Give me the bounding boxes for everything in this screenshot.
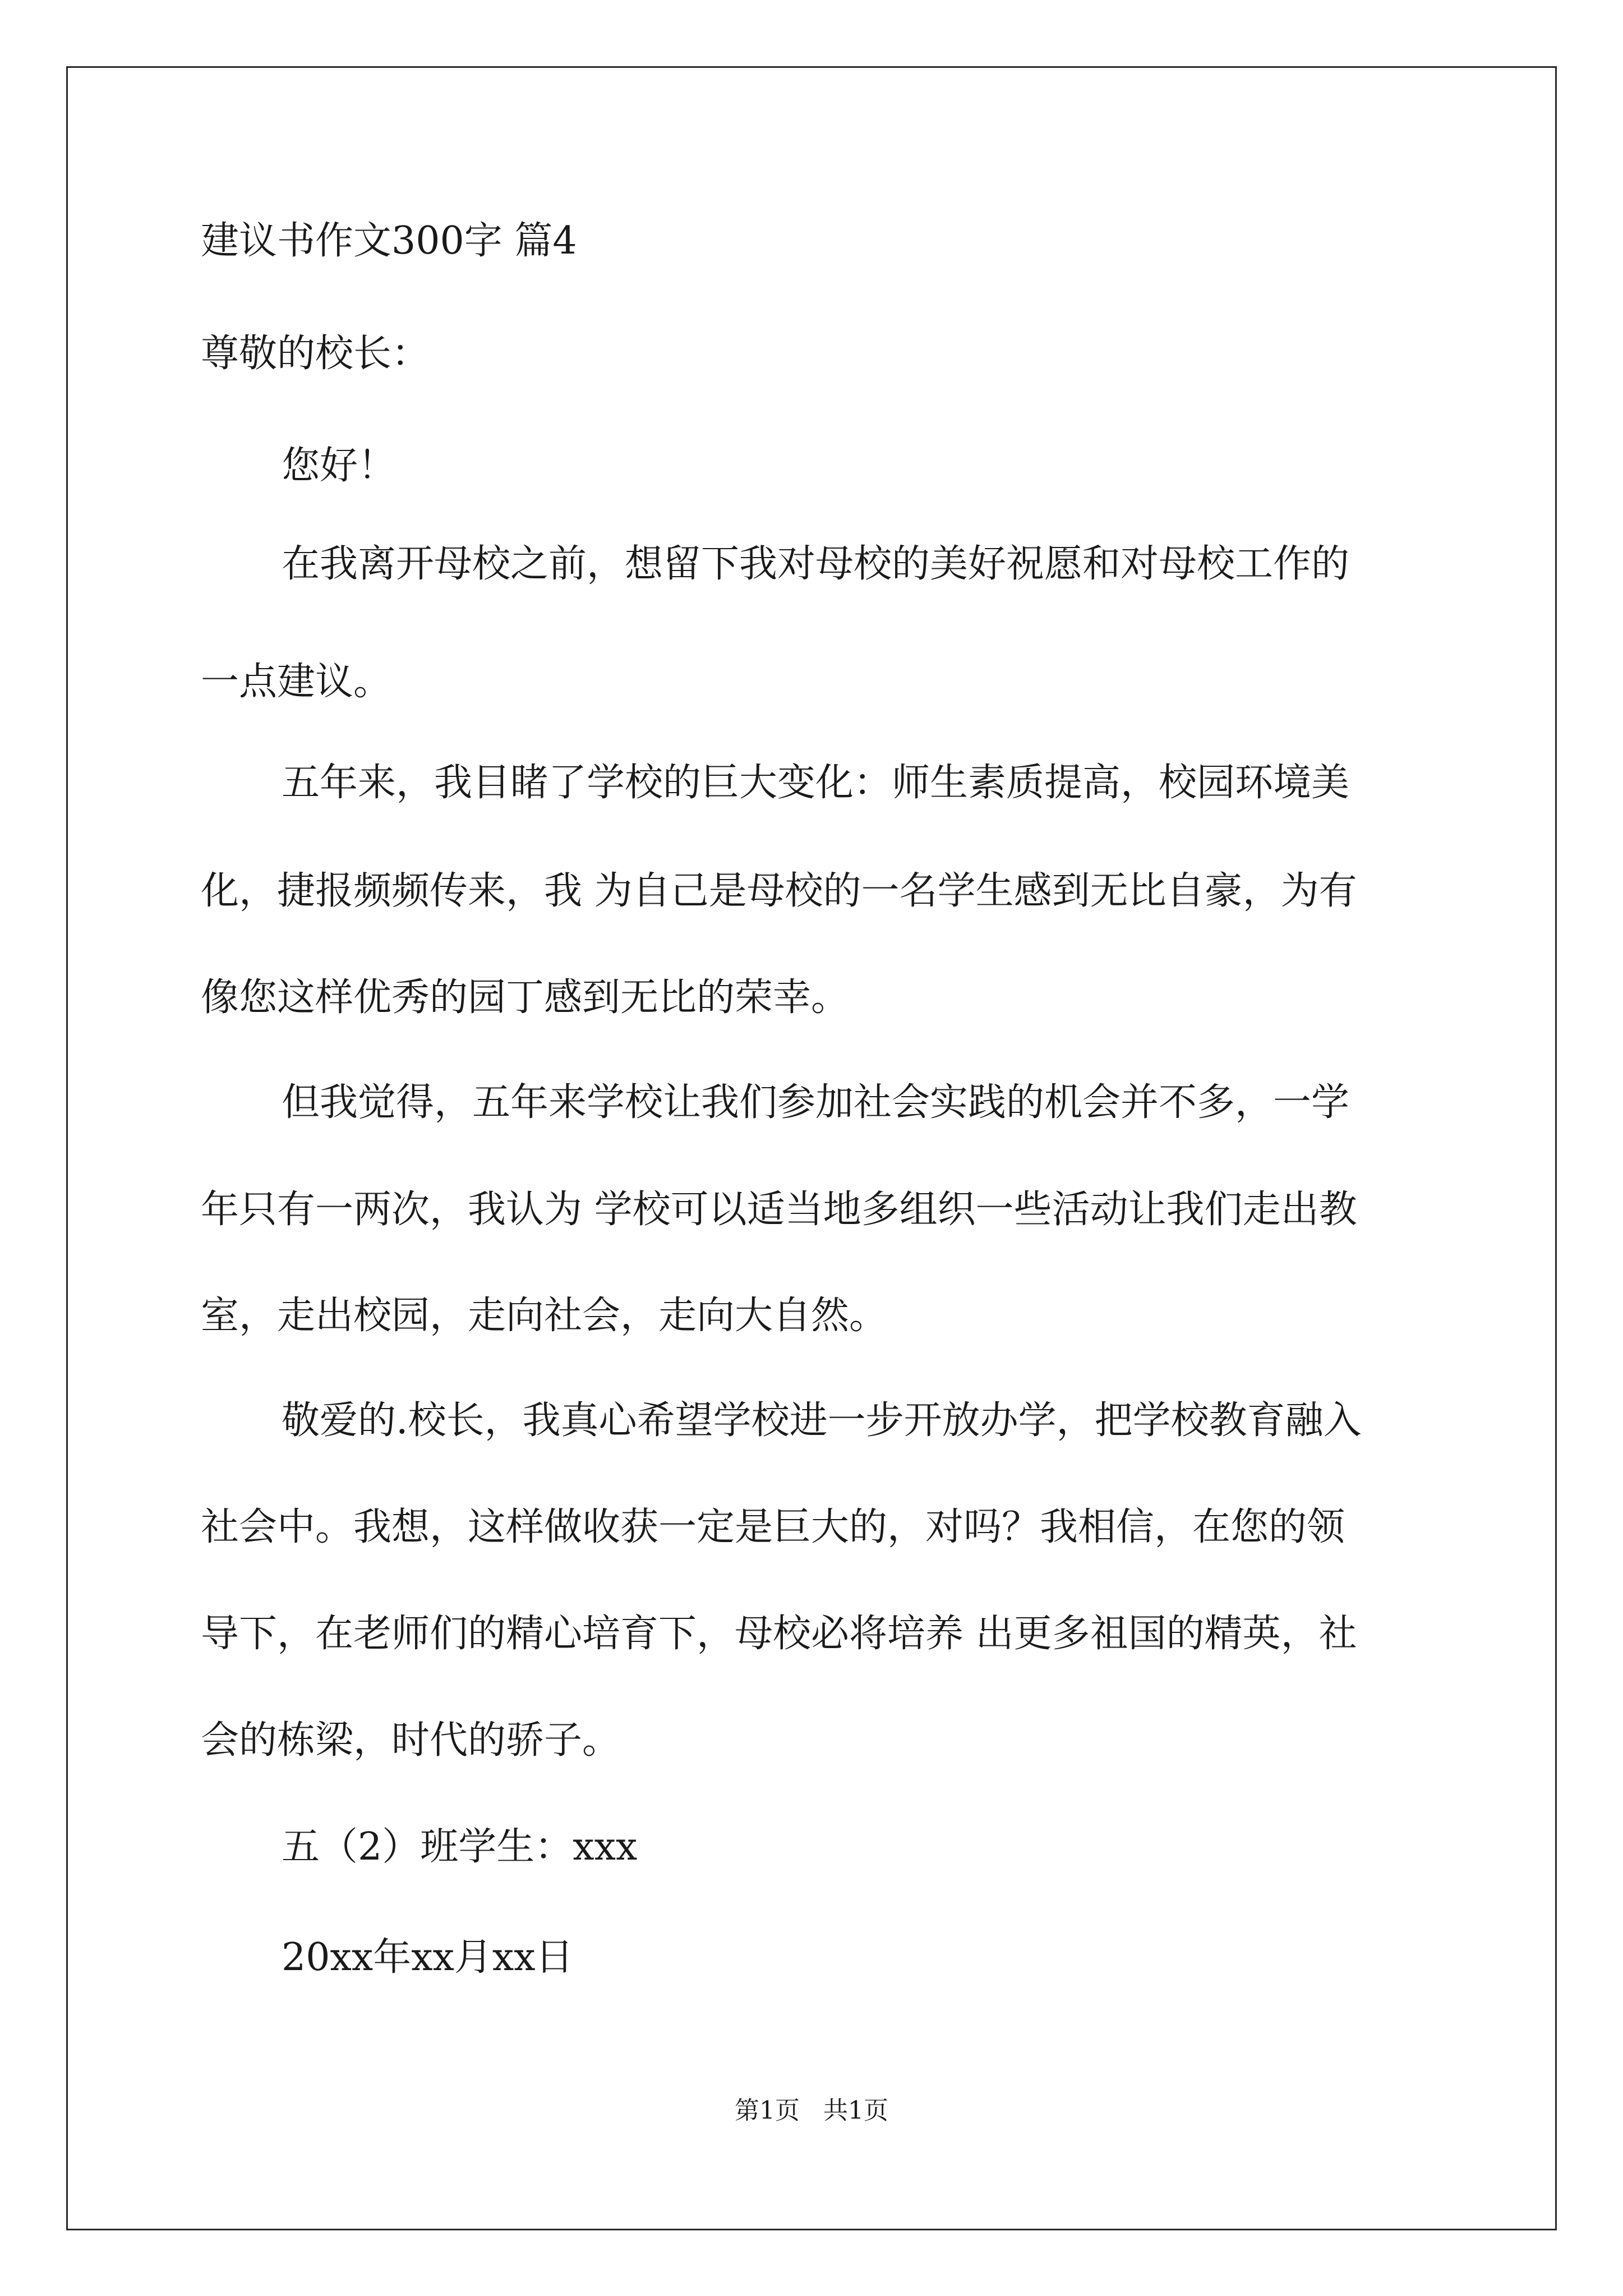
body-line: 导下，在老师们的精心培育下，母校必将培养 出更多祖国的精英，社 xyxy=(201,1612,1357,1656)
body-line: 年只有一两次，我认为 学校可以适当地多组织一些活动让我们走出教 xyxy=(201,1188,1357,1232)
greeting: 您好！ xyxy=(282,444,396,488)
body-line: 室，走出校园，走向社会，走向大自然。 xyxy=(201,1294,888,1338)
body-line: 化，捷报频频传来，我 为自己是母校的一名学生感到无比自豪，为有 xyxy=(201,869,1357,913)
body-line: 在我离开母校之前，想留下我对母校的美好祝愿和对母校工作的 xyxy=(282,542,1350,586)
salutation: 尊敬的校长： xyxy=(201,332,430,376)
body-line: 敬爱的.校长，我真心希望学校进一步开放办学，把学校教育融入 xyxy=(282,1398,1362,1443)
body-line: 会的栋梁，时代的骄子。 xyxy=(201,1718,621,1763)
page-footer: 第1页 共1页 xyxy=(735,2096,888,2125)
body-line: 社会中。我想，这样做收获一定是巨大的，对吗？我相信，在您的领 xyxy=(201,1505,1345,1549)
body-line: 五年来，我目睹了学校的巨大变化：师生素质提高，校园环境美 xyxy=(282,761,1350,805)
signature: 五（2）班学生：xxx xyxy=(282,1825,638,1869)
body-line: 一点建议。 xyxy=(201,660,392,704)
body-line: 像您这样优秀的园丁感到无比的荣幸。 xyxy=(201,976,850,1020)
document-title: 建议书作文300字 篇4 xyxy=(201,219,577,263)
body-line: 但我觉得，五年来学校让我们参加社会实践的机会并不多，一学 xyxy=(282,1080,1350,1125)
page-border xyxy=(66,66,1557,2230)
date: 20xx年xx月xx日 xyxy=(282,1935,574,1980)
